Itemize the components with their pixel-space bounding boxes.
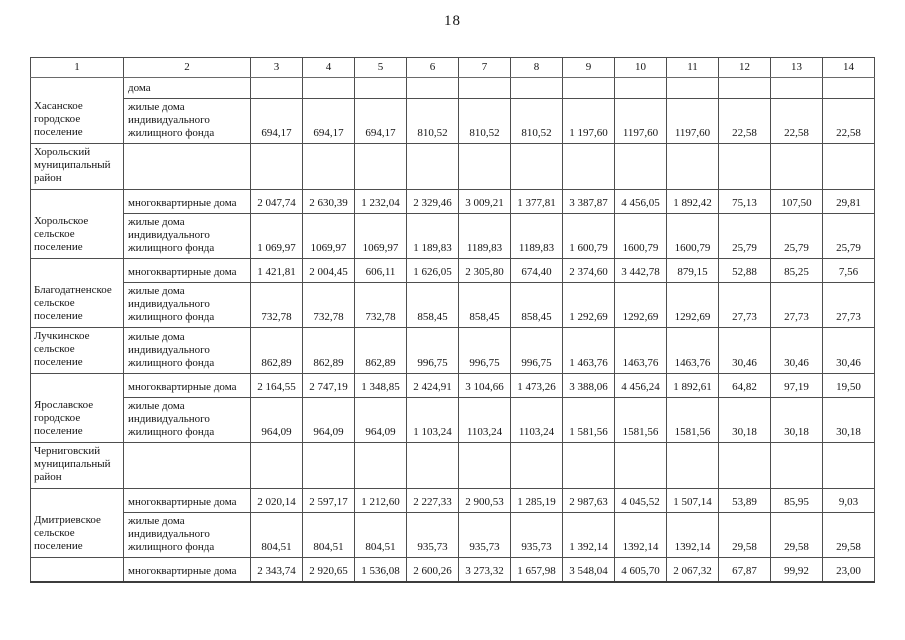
value-cell: 1292,69 — [615, 283, 667, 328]
value-cell: 2 600,26 — [407, 558, 459, 582]
column-header: 11 — [667, 58, 719, 78]
value-cell — [355, 443, 407, 489]
housing-type-cell: многоквартирные дома — [124, 489, 251, 513]
column-header: 1 — [31, 58, 124, 78]
settlement-cell: Лучкинское сельское поселение — [31, 328, 124, 374]
value-cell — [251, 78, 303, 99]
value-cell — [823, 443, 875, 489]
value-cell — [771, 144, 823, 190]
value-cell: 732,78 — [355, 283, 407, 328]
value-cell: 9,03 — [823, 489, 875, 513]
value-cell: 996,75 — [459, 328, 511, 374]
value-cell: 1197,60 — [615, 99, 667, 144]
value-cell — [251, 144, 303, 190]
value-cell: 23,00 — [823, 558, 875, 582]
value-cell: 694,17 — [303, 99, 355, 144]
value-cell: 2 920,65 — [303, 558, 355, 582]
table-row — [31, 259, 875, 283]
value-cell: 804,51 — [303, 513, 355, 558]
value-cell: 810,52 — [407, 99, 459, 144]
table-row — [31, 374, 875, 398]
value-cell — [407, 443, 459, 489]
value-cell: 1 581,56 — [563, 398, 615, 443]
value-cell — [667, 144, 719, 190]
value-cell: 2 305,80 — [459, 259, 511, 283]
value-cell: 1069,97 — [355, 214, 407, 259]
value-cell — [355, 78, 407, 99]
housing-type-cell: многоквартирные дома — [124, 374, 251, 398]
value-cell: 3 548,04 — [563, 558, 615, 582]
value-cell: 3 442,78 — [615, 259, 667, 283]
value-cell: 1 657,98 — [511, 558, 563, 582]
value-cell: 3 273,32 — [459, 558, 511, 582]
settlement-cell: Хасанское городское поселение — [31, 78, 124, 144]
value-cell: 1392,14 — [615, 513, 667, 558]
value-cell: 67,87 — [719, 558, 771, 582]
value-cell: 22,58 — [771, 99, 823, 144]
value-cell: 30,46 — [823, 328, 875, 374]
value-cell: 1 626,05 — [407, 259, 459, 283]
settlement-cell: Ярославское городское поселение — [31, 374, 124, 443]
housing-type-cell: многоквартирные дома — [124, 190, 251, 214]
value-cell: 964,09 — [303, 398, 355, 443]
table-row — [31, 328, 875, 374]
value-cell: 858,45 — [407, 283, 459, 328]
value-cell: 4 456,05 — [615, 190, 667, 214]
value-cell: 1103,24 — [511, 398, 563, 443]
column-header: 8 — [511, 58, 563, 78]
value-cell: 29,81 — [823, 190, 875, 214]
value-cell: 1189,83 — [459, 214, 511, 259]
value-cell: 4 456,24 — [615, 374, 667, 398]
table-body — [31, 78, 875, 582]
value-cell: 1103,24 — [459, 398, 511, 443]
value-cell: 64,82 — [719, 374, 771, 398]
column-header: 7 — [459, 58, 511, 78]
value-cell: 732,78 — [303, 283, 355, 328]
value-cell: 1 348,85 — [355, 374, 407, 398]
value-cell — [407, 78, 459, 99]
value-cell: 732,78 — [251, 283, 303, 328]
value-cell: 30,46 — [719, 328, 771, 374]
value-cell: 2 987,63 — [563, 489, 615, 513]
value-cell: 2 343,74 — [251, 558, 303, 582]
value-cell: 1 292,69 — [563, 283, 615, 328]
housing-type-cell — [124, 144, 251, 190]
value-cell: 99,92 — [771, 558, 823, 582]
value-cell: 2 164,55 — [251, 374, 303, 398]
table-header — [31, 58, 875, 78]
value-cell: 674,40 — [511, 259, 563, 283]
value-cell: 107,50 — [771, 190, 823, 214]
value-cell: 25,79 — [719, 214, 771, 259]
value-cell: 1 212,60 — [355, 489, 407, 513]
value-cell: 30,46 — [771, 328, 823, 374]
column-header: 5 — [355, 58, 407, 78]
value-cell — [667, 78, 719, 99]
housing-type-cell: жилые дома индивидуального жилищного фонда — [124, 214, 251, 259]
settlement-cell: Черниговский муниципальный район — [31, 443, 124, 489]
value-cell: 862,89 — [251, 328, 303, 374]
settlement-cell: Хорольское сельское поселение — [31, 190, 124, 259]
housing-type-cell: жилые дома индивидуального жилищного фонда — [124, 99, 251, 144]
value-cell: 2 597,17 — [303, 489, 355, 513]
value-cell: 1600,79 — [667, 214, 719, 259]
column-header: 14 — [823, 58, 875, 78]
housing-type-cell: дома — [124, 78, 251, 99]
value-cell — [771, 78, 823, 99]
value-cell: 3 104,66 — [459, 374, 511, 398]
value-cell: 1 189,83 — [407, 214, 459, 259]
value-cell: 964,09 — [251, 398, 303, 443]
value-cell — [615, 78, 667, 99]
column-header-row — [31, 58, 875, 78]
value-cell: 804,51 — [355, 513, 407, 558]
value-cell: 27,73 — [771, 283, 823, 328]
value-cell: 810,52 — [459, 99, 511, 144]
value-cell: 1 473,26 — [511, 374, 563, 398]
value-cell: 27,73 — [719, 283, 771, 328]
value-cell: 1189,83 — [511, 214, 563, 259]
value-cell: 22,58 — [719, 99, 771, 144]
value-cell: 1 103,24 — [407, 398, 459, 443]
housing-type-cell: жилые дома индивидуального жилищного фонда — [124, 283, 251, 328]
table-row — [31, 78, 875, 99]
column-header: 4 — [303, 58, 355, 78]
value-cell: 1463,76 — [667, 328, 719, 374]
value-cell — [615, 144, 667, 190]
value-cell — [615, 443, 667, 489]
value-cell — [511, 443, 563, 489]
value-cell: 606,11 — [355, 259, 407, 283]
settlement-cell: Дмитриевское сельское поселение — [31, 489, 124, 558]
value-cell — [459, 443, 511, 489]
value-cell — [719, 78, 771, 99]
housing-type-cell — [124, 443, 251, 489]
value-cell: 1 377,81 — [511, 190, 563, 214]
value-cell: 1 536,08 — [355, 558, 407, 582]
table-row — [31, 214, 875, 259]
housing-type-cell: жилые дома индивидуального жилищного фонда — [124, 328, 251, 374]
value-cell: 25,79 — [771, 214, 823, 259]
value-cell: 935,73 — [511, 513, 563, 558]
value-cell: 935,73 — [459, 513, 511, 558]
value-cell — [667, 443, 719, 489]
value-cell — [563, 78, 615, 99]
value-cell: 996,75 — [407, 328, 459, 374]
column-header: 13 — [771, 58, 823, 78]
value-cell — [771, 443, 823, 489]
table-row — [31, 489, 875, 513]
value-cell: 964,09 — [355, 398, 407, 443]
value-cell: 85,95 — [771, 489, 823, 513]
value-cell: 1069,97 — [303, 214, 355, 259]
settlement-cell: Благодатненское сельское поселение — [31, 259, 124, 328]
value-cell: 1 421,81 — [251, 259, 303, 283]
value-cell: 862,89 — [355, 328, 407, 374]
value-cell: 694,17 — [355, 99, 407, 144]
value-cell: 1 197,60 — [563, 99, 615, 144]
column-header: 10 — [615, 58, 667, 78]
value-cell: 1392,14 — [667, 513, 719, 558]
value-cell — [459, 78, 511, 99]
value-cell: 1581,56 — [667, 398, 719, 443]
value-cell: 2 020,14 — [251, 489, 303, 513]
value-cell: 2 630,39 — [303, 190, 355, 214]
value-cell — [719, 144, 771, 190]
value-cell: 2 227,33 — [407, 489, 459, 513]
value-cell: 858,45 — [511, 283, 563, 328]
value-cell: 1197,60 — [667, 99, 719, 144]
value-cell — [303, 144, 355, 190]
value-cell: 2 374,60 — [563, 259, 615, 283]
value-cell: 810,52 — [511, 99, 563, 144]
value-cell — [251, 443, 303, 489]
value-cell: 22,58 — [823, 99, 875, 144]
value-cell: 85,25 — [771, 259, 823, 283]
value-cell: 2 747,19 — [303, 374, 355, 398]
value-cell: 29,58 — [823, 513, 875, 558]
value-cell: 53,89 — [719, 489, 771, 513]
value-cell: 1 392,14 — [563, 513, 615, 558]
table-row — [31, 398, 875, 443]
value-cell: 52,88 — [719, 259, 771, 283]
value-cell: 858,45 — [459, 283, 511, 328]
value-cell: 2 004,45 — [303, 259, 355, 283]
column-header: 2 — [124, 58, 251, 78]
value-cell: 7,56 — [823, 259, 875, 283]
housing-type-cell: многоквартирные дома — [124, 558, 251, 582]
table-row — [31, 144, 875, 190]
value-cell: 1 600,79 — [563, 214, 615, 259]
settlement-cell: Хорольский муниципальный район — [31, 144, 124, 190]
value-cell: 25,79 — [823, 214, 875, 259]
value-cell: 1600,79 — [615, 214, 667, 259]
column-header: 9 — [563, 58, 615, 78]
value-cell — [823, 144, 875, 190]
value-cell: 804,51 — [251, 513, 303, 558]
value-cell — [355, 144, 407, 190]
value-cell: 935,73 — [407, 513, 459, 558]
value-cell — [823, 78, 875, 99]
value-cell: 29,58 — [771, 513, 823, 558]
value-cell: 1 232,04 — [355, 190, 407, 214]
value-cell: 97,19 — [771, 374, 823, 398]
value-cell: 862,89 — [303, 328, 355, 374]
column-header: 6 — [407, 58, 459, 78]
value-cell — [459, 144, 511, 190]
value-cell — [303, 443, 355, 489]
value-cell — [719, 443, 771, 489]
page-number: 18 — [444, 13, 461, 29]
value-cell: 30,18 — [719, 398, 771, 443]
table-row — [31, 443, 875, 489]
value-cell: 1463,76 — [615, 328, 667, 374]
value-cell: 1 069,97 — [251, 214, 303, 259]
value-cell: 2 047,74 — [251, 190, 303, 214]
value-cell: 694,17 — [251, 99, 303, 144]
value-cell: 1 285,19 — [511, 489, 563, 513]
value-cell — [511, 144, 563, 190]
value-cell: 1 892,61 — [667, 374, 719, 398]
value-cell: 1 892,42 — [667, 190, 719, 214]
value-cell — [563, 144, 615, 190]
value-cell: 4 045,52 — [615, 489, 667, 513]
value-cell: 30,18 — [823, 398, 875, 443]
value-cell: 1292,69 — [667, 283, 719, 328]
value-cell: 75,13 — [719, 190, 771, 214]
table-row — [31, 190, 875, 214]
value-cell: 3 009,21 — [459, 190, 511, 214]
value-cell: 2 424,91 — [407, 374, 459, 398]
housing-area-table — [30, 57, 875, 583]
housing-type-cell: жилые дома индивидуального жилищного фонда — [124, 513, 251, 558]
table-row — [31, 513, 875, 558]
housing-type-cell: многоквартирные дома — [124, 259, 251, 283]
value-cell — [511, 78, 563, 99]
value-cell: 3 387,87 — [563, 190, 615, 214]
table-row — [31, 283, 875, 328]
value-cell: 3 388,06 — [563, 374, 615, 398]
housing-type-cell: жилые дома индивидуального жилищного фонда — [124, 398, 251, 443]
value-cell: 30,18 — [771, 398, 823, 443]
value-cell: 1 507,14 — [667, 489, 719, 513]
value-cell: 19,50 — [823, 374, 875, 398]
value-cell — [303, 78, 355, 99]
column-header: 3 — [251, 58, 303, 78]
value-cell: 996,75 — [511, 328, 563, 374]
value-cell: 1581,56 — [615, 398, 667, 443]
table-row — [31, 558, 875, 582]
value-cell: 2 067,32 — [667, 558, 719, 582]
value-cell: 27,73 — [823, 283, 875, 328]
value-cell: 4 605,70 — [615, 558, 667, 582]
table-row — [31, 99, 875, 144]
value-cell: 879,15 — [667, 259, 719, 283]
column-header: 12 — [719, 58, 771, 78]
value-cell: 29,58 — [719, 513, 771, 558]
settlement-cell — [31, 558, 124, 582]
value-cell: 2 329,46 — [407, 190, 459, 214]
value-cell — [563, 443, 615, 489]
value-cell — [407, 144, 459, 190]
value-cell: 1 463,76 — [563, 328, 615, 374]
value-cell: 2 900,53 — [459, 489, 511, 513]
